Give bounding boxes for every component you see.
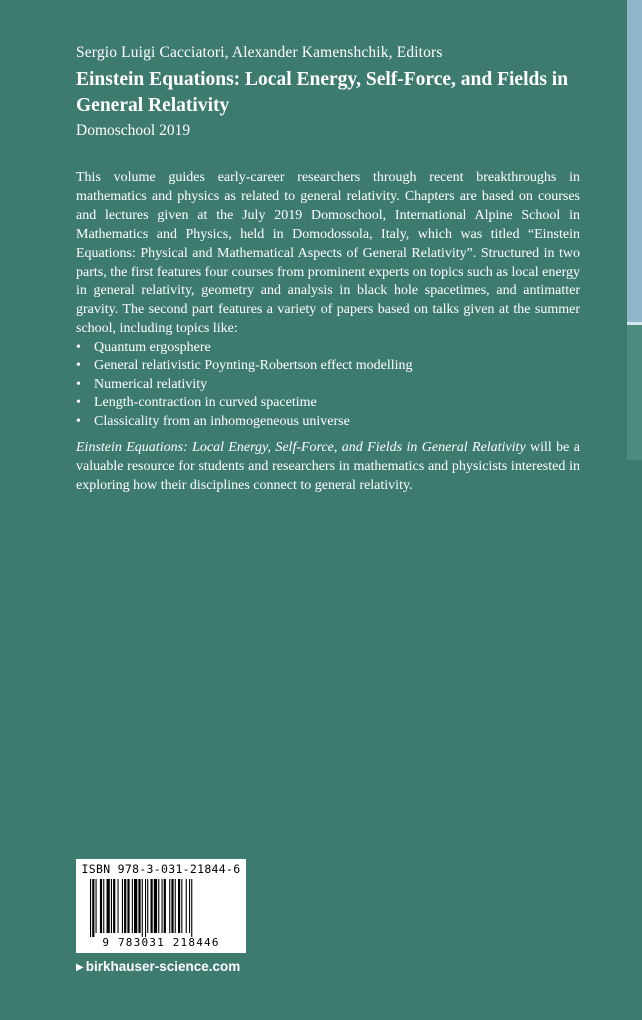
barcode-bar [151, 879, 153, 933]
barcode-bar [138, 879, 140, 933]
barcode-bar [164, 879, 166, 933]
barcode-bar [147, 879, 148, 933]
description-paragraph: This volume guides early-career researchers through recent breakthroughs in mathematics and physics as related to general relativity. Chapters are based on courses and lectures given at the July 2019 Domoschool, International Alpine School in Mathematics and Physics, held in Domodossola, Italy, which was titled “Einstein Equations: Physical and Mathematical Aspects of General Relativity”. Structured in two parts, the first features four courses from prominent experts on topics such as local energy in general relativity, geometry and analysis in black hole spacetimes, and antimatter gravity. The second part features a variety of papers based on talks given at the summer school, including topics like: [76, 170, 580, 337]
bullet-icon: • [76, 413, 81, 429]
barcode-bar [134, 879, 137, 933]
topic-label: Quantum ergosphere [94, 340, 211, 355]
topics-list [76, 339, 413, 431]
bullet-icon: • [76, 395, 81, 411]
book-title: Einstein Equations: Local Energy, Self-Force, and Fields in General Relativity [76, 69, 569, 116]
barcode-bar [111, 879, 112, 933]
topic-label: Length-contraction in curved spacetime [94, 395, 317, 411]
isbn-label: ISBN 978-3-031-21844-6 [81, 862, 241, 876]
spine-color-block [627, 0, 642, 322]
barcode-bar [162, 879, 163, 933]
barcode-bar [189, 879, 190, 933]
barcode-bar [122, 879, 123, 933]
closing-italic-title: Einstein Equations: Local Energy, Self-Force, and Fields in General Relativity [76, 440, 526, 455]
barcode-bar [154, 879, 157, 933]
barcode-bar [145, 879, 146, 937]
closing-paragraph [76, 439, 580, 496]
barcode-bar [92, 879, 94, 937]
barcode-bar [142, 879, 143, 937]
barcode-bar [113, 879, 115, 933]
barcode-bar [175, 879, 176, 933]
topic-item [76, 413, 413, 431]
bullet-icon: • [76, 340, 81, 355]
barcode-bar [107, 879, 110, 933]
bullet-icon: • [76, 358, 81, 374]
barcode-bar [118, 879, 119, 933]
barcode-bar [132, 879, 133, 933]
book-subtitle: Domoschool 2019 [76, 122, 191, 139]
spine-edge [627, 0, 642, 460]
closing-text: will be a valuable resource for students and researchers in mathematics and physicists interested in exploring how their disciplines connect to general relativity. [76, 440, 580, 493]
barcode-bar [158, 879, 159, 933]
topic-item [76, 376, 413, 394]
spine-lower-block [627, 325, 642, 460]
arrow-right-icon: ▶ [76, 962, 84, 973]
barcode-bar [124, 879, 126, 933]
topic-item [76, 339, 413, 357]
topic-label: General relativistic Poynting-Robertson effect modelling [94, 358, 413, 374]
barcode-bars [90, 879, 232, 937]
topic-item [76, 394, 413, 412]
topic-label: Classicality from an inhomogeneous universe [94, 413, 350, 429]
barcode-digits: 9 783031 218446 [102, 936, 220, 949]
barcode-bar [96, 879, 97, 933]
barcode-bar [100, 879, 102, 933]
isbn-barcode [76, 859, 246, 953]
publisher-link[interactable] [76, 959, 240, 974]
topic-item [76, 357, 413, 375]
topic-label: Numerical relativity [94, 376, 208, 392]
barcode-bar [186, 879, 187, 933]
barcode-bar [127, 879, 129, 933]
editors-line: Sergio Luigi Cacciatori, Alexander Kamenshchik, Editors [76, 44, 443, 61]
bullet-icon: • [76, 376, 81, 392]
barcode-bar [178, 879, 180, 933]
barcode-bar [90, 879, 91, 937]
barcode-bar [171, 879, 173, 933]
barcode-bar [103, 879, 104, 933]
barcode-bar [191, 879, 192, 937]
header-block [76, 43, 584, 141]
barcode-bar [169, 879, 170, 933]
publisher-name: birkhauser-science.com [85, 959, 241, 974]
barcode-bar [181, 879, 182, 933]
